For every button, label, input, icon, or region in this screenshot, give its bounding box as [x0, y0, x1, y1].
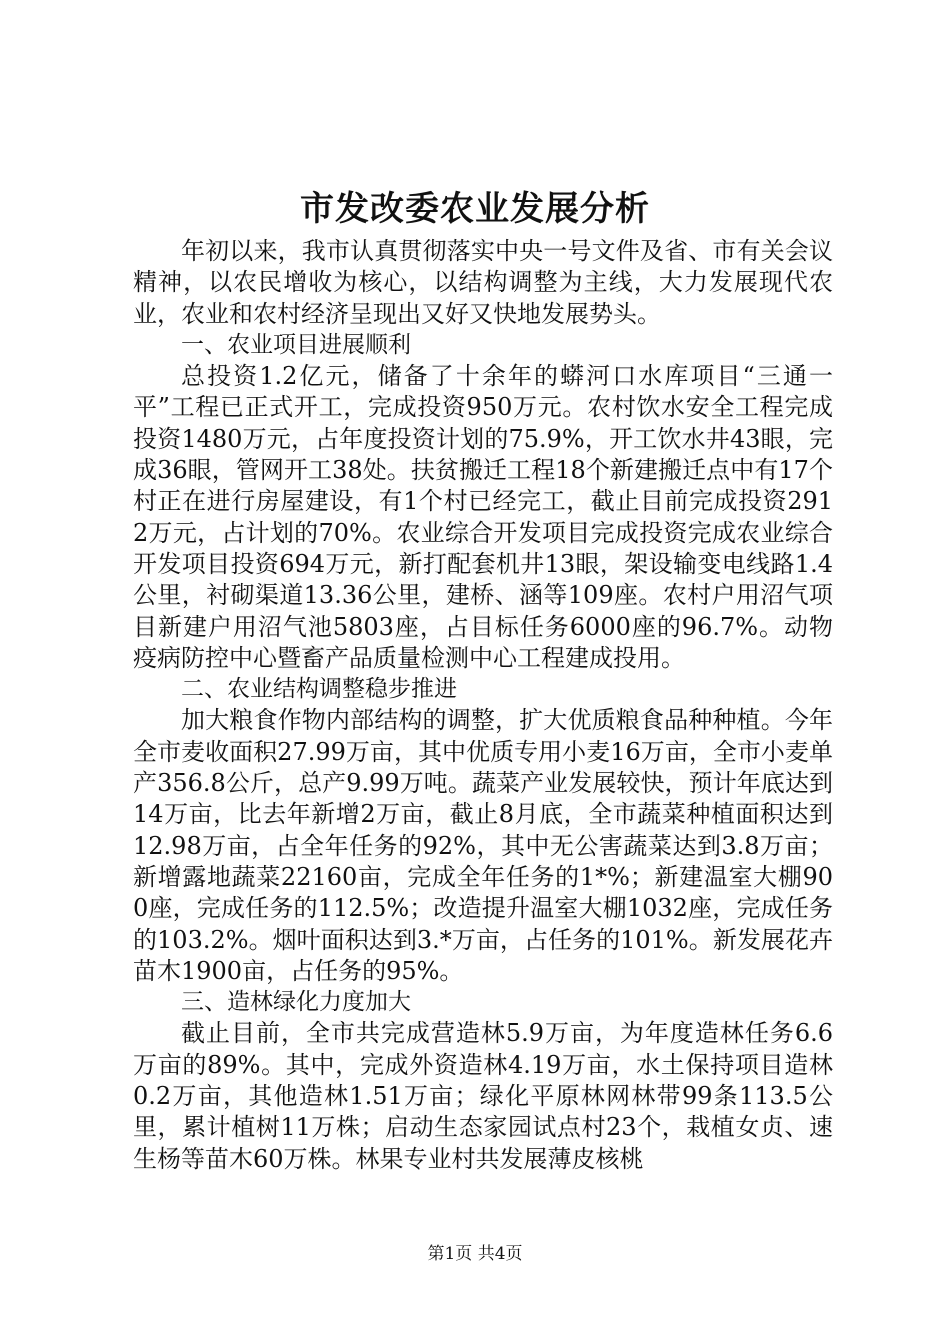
page-footer: 第1页 共4页	[427, 1244, 523, 1264]
document-body	[133, 236, 833, 1175]
section-heading-projects: 一、农业项目进展顺利	[181, 331, 411, 358]
intro-paragraph: 年初以来，我市认真贯彻落实中央一号文件及省、市有关会议精神，以农民增收为核心，以结构调整为主线，大力发展现代农业，农业和农村经济呈现出又好又快地发展势头。	[133, 237, 833, 328]
section-heading-structure: 二、农业结构调整稳步推进	[181, 676, 457, 703]
section-paragraph-structure: 加大粮食作物内部结构的调整，扩大优质粮食品种种植。今年全市麦收面积27.99万亩，其中优质专用小麦16万亩，全市小麦单产356.8公斤，总产9.99万吨。蔬菜产业发展较快，预计年底达到14万亩，比去年新增2万亩，截止8月底，全市蔬菜种植面积达到12.98万亩，占全年任务的92%，其中无公害蔬菜达到3.8万亩；新增露地蔬菜22160亩，完成全年任务的1*%；新建温室大棚900座，完成任务的112.5%；改造提升温室大棚1032座，完成任务的103.2%。烟叶面积达到3.*万亩，占任务的101%。新发展花卉苗木1900亩，占任务的95%。	[133, 706, 833, 985]
section-paragraph-afforestation: 截止目前，全市共完成营造林5.9万亩，为年度造林任务6.6万亩的89%。其中，完成外资造林4.19万亩，水土保持项目造林0.2万亩，其他造林1.51万亩；绿化平原林网林带99条113.5公里，累计植树11万株；启动生态家园试点村23个，栽植女贞、速生杨等苗木60万株。林果专业村共发展薄皮核桃	[133, 1019, 833, 1173]
section-paragraph-projects: 总投资1.2亿元，储备了十余年的蟒河口水库项目“三通一平”工程已正式开工，完成投资950万元。农村饮水安全工程完成投资1480万元，占年度投资计划的75.9%，开工饮水井43眼，完成36眼，管网开工38处。扶贫搬迁工程18个新建搬迁点中有17个村正在进行房屋建设，有1个村已经完工，截止目前完成投资2912万元，占计划的70%。农业综合开发项目完成投资完成农业综合开发项目投资694万元，新打配套机井13眼，架设输变电线路1.4公里，衬砌渠道13.36公里，建桥、涵等109座。农村户用沼气项目新建户用沼气池5803座，占目标任务6000座的96.7%。动物疫病防控中心暨畜产品质量检测中心工程建成投用。	[133, 362, 833, 672]
section-heading-afforestation: 三、造林绿化力度加大	[181, 989, 411, 1016]
document-title: 市发改委农业发展分析	[300, 189, 650, 229]
